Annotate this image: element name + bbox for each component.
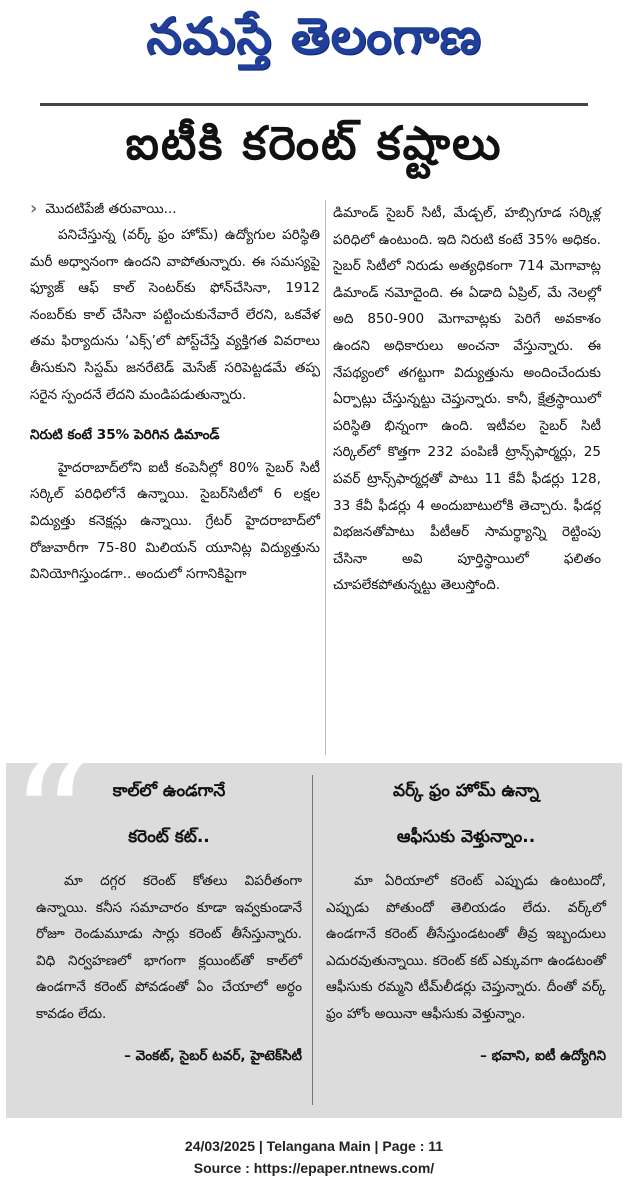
quote-heading-right (326, 768, 606, 860)
footer-date-line: 24/03/2025 | Telangana Main | Page : 11 (184, 1138, 444, 1154)
quote-heading-line: కరెంట్ కట్.. (128, 827, 210, 847)
quote-heading-left (36, 768, 302, 860)
quote-box-right (326, 868, 606, 1070)
quote-heading-line: కాల్‌లో ఉండగానే (112, 781, 226, 801)
paragraph: పనిచేస్తున్న (వర్క్ ఫ్రం హోమ్) ఉద్యోగుల పరిస్థితి మరీ అధ్వానంగా ఉందని వాపోతున్నారు. ఈ సమస్యపై ఫ్యూజ్ ఆఫ్ కాల్ సెంటర్‌కు ఫోన్‌చేసినా, 1912 నంబర్‌కు కాల్ చేసినా పట్టించుకునేవారే లేరని, ఒకవేళ తమ ఫిర్యాదును ‘ఎక్స్’లో పోస్ట్‌చేస్తే వ్యక్తిగత వివరాలు తీసుకుని సిస్టమ్ జనరేటెడ్ మెసేజ్ సరిపెట్టడమే తప్ప సరైన స్పందనే లేదని మండిపడుతున్నారు. (30, 227, 320, 403)
quote-mark-icon: “ (10, 726, 92, 913)
paragraph: హైదరాబాద్‌లోని ఐటీ కంపెనీల్లో 80% సైబర్ సిటీ సర్కిల్ పరిధిలోనే ఉన్నాయి. సైబర్‌సిటీలో 6 లక్షల విద్యుత్తు కనెక్షన్లు ఉన్నాయి. గ్రేటర్ హైదరాబాద్‌లో రోజువారీగా 75-80 మిలియన్ యూనిట్ల విద్యుత్తును వినియోగిస్తుండగా.. అందులో సగానికిపైగా (30, 459, 320, 583)
subheading: నిరుటి కంటే 35% పెరిగిన డిమాండ్ (30, 427, 220, 444)
article-column-right (333, 200, 601, 599)
quote-body: మా ఏరియాలో కరెంట్ ఎప్పుడు ఉంటుందో, ఎప్పుడు పోతుందో తెలియడం లేదు. వర్క్‌లో ఉండగానే కరెంట్ తీసేస్తుండటంతో తీవ్ర ఇబ్బందులు ఎదురవుతున్నాయి. కరెంట్ కట్ ఎక్కువగా ఉండటంతో ఆఫీసుకు రమ్మని టీమ్‌లీడర్లు చెప్తున్నారు. దీంతో వర్క్ ఫ్రం హోం అయినా ఆఫీసుకు వెళ్తున్నాం. (326, 873, 606, 1022)
chevron-right-icon: › (30, 197, 38, 219)
masthead (0, 0, 628, 90)
paragraph: డిమాండ్ సైబర్ సిటీ, మేడ్చల్, హబ్సిగూడ సర్కిళ్ల పరిధిలో ఉంటుంది. ఇది నిరుటి కంటే 35% అధికం. సైబర్ సిటీలో నిరుడు అత్యధికంగా 714 మెగావాట్ల డిమాండ్ నమోదైంది. ఈ ఏడాది ఏప్రిల్, మే నెలల్లో అది 850-900 మెగావాట్లకు పెరిగే అవకాశం ఉందని అధికారులు అంచనా వేస్తున్నారు. ఈ నేపథ్యంలో తగట్టుగా విద్యుత్తును అందించేందుకు ఏర్పాట్లు చేస్తున్నట్టు చెప్తున్నారు. కానీ, క్షేత్రస్థాయిలో పరిస్థితి భిన్నంగా ఉంది. ఇటీవల సైబర్ సిటీ సర్కిల్‌లో కొత్తగా 232 పంపిణీ ట్రాన్స్‌ఫార్మర్లు, 25 పవర్ ట్రాన్స్‌ఫార్మర్లతో పాటు 11 కేవీ ఫీడర్లు 128, 33 కేవీ ఫీడర్లు 4 అందుబాటులోకి తెచ్చారు. ఫీడర్ల విభజనతోపాటు పీటీఆర్ సామర్థ్యాన్ని రెట్టింపు చేసినా అవి పూర్తిస్థాయిలో ఫలితం చూపలేకపోతున్నట్టు తెలుస్తోంది. (333, 205, 601, 594)
quote-heading-line: వర్క్ ఫ్రం హోమ్ ఉన్నా (393, 781, 539, 801)
newspaper-logo: నమస్తే తెలంగాణ (146, 6, 482, 65)
page-footer (0, 1135, 628, 1179)
article-headline: ఐటీకి కరెంట్ కష్టాలు (125, 116, 503, 170)
article-column-left (30, 196, 320, 588)
quote-heading-line: ఆఫీసుకు వెళ్తున్నాం.. (396, 827, 536, 847)
quote-byline: – వెంకట్, సైబర్ టవర్, హైటెక్‌సిటీ (124, 1048, 302, 1064)
column-divider (325, 200, 326, 755)
quote-byline: – భవాని, ఐటీ ఉద్యోగిని (480, 1048, 606, 1064)
box-divider (312, 775, 313, 1105)
quote-body: మా దగ్గర కరెంట్ కోతలు విపరీతంగా ఉన్నాయి. కనీస సమాచారం కూడా ఇవ్వకుండానే రోజూ రెండుమూడు సార్లు కరెంట్ తీసేస్తున్నారు. విధి నిర్వహణలో భాగంగా క్లయింట్‌తో కాల్‌లో ఉండగానే కరెంట్ పోవడంతో ఏం చేయాలో అర్థం కావడం లేదు. (36, 873, 302, 1022)
quote-box-left (36, 868, 302, 1070)
continued-line (30, 196, 320, 222)
article-headline-block (40, 103, 588, 188)
footer-source-line: Source : https://epaper.ntnews.com/ (193, 1160, 435, 1176)
continued-text: మొదటిపేజీ తరువాయి... (45, 200, 177, 217)
